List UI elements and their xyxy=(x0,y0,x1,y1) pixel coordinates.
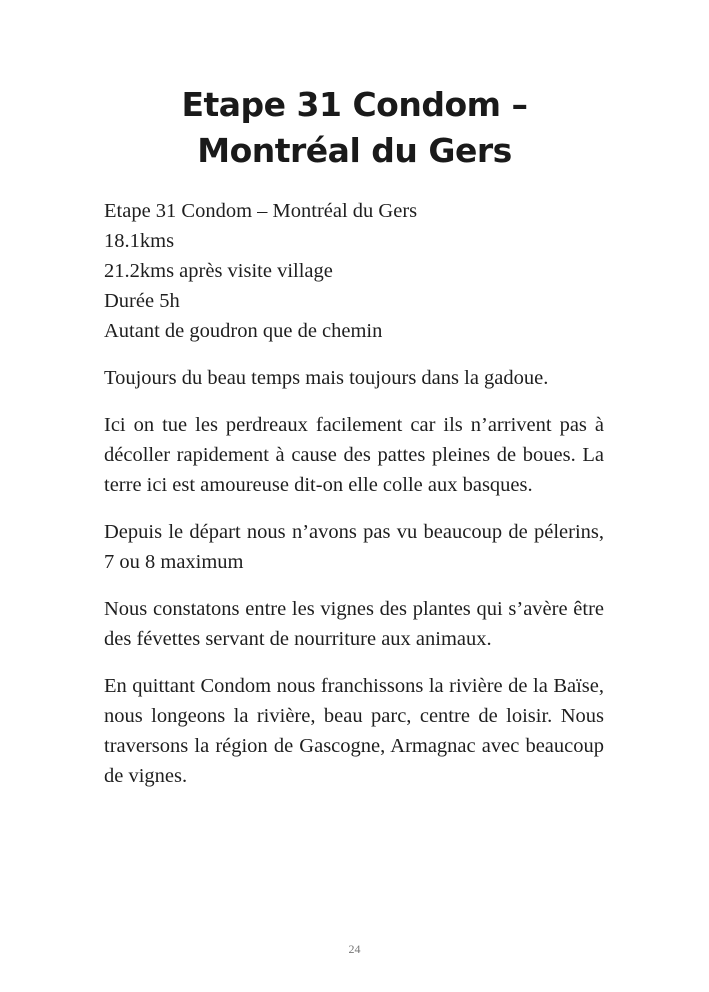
page-number: 24 xyxy=(348,942,361,956)
paragraph-route: En quittant Condom nous franchissons la rivière de la Baïse, nous longeons la rivière, beau parc, centre de loisir. Nous traversons la région de Gascogne, Armagnac avec beaucoup de vignes. xyxy=(104,675,604,787)
paragraph-partridges: Ici on tue les perdreaux facilement car ils n’arrivent pas à décoller rapidement à cause des pattes pleines de boues. La terre ici est amoureuse dit-on elle colle aux basques. xyxy=(104,414,604,496)
stage-distance-with-visit: 21.2kms après visite village xyxy=(104,260,333,282)
stage-info-block xyxy=(104,196,604,346)
page-title: Etape 31 Condom – Montréal du Gers xyxy=(181,85,528,170)
stage-distance: 18.1kms xyxy=(104,230,175,252)
document-body xyxy=(104,196,604,808)
paragraph-pilgrims: Depuis le départ nous n’avons pas vu beaucoup de pélerins, 7 ou 8 maximum xyxy=(104,521,604,573)
paragraph-plants: Nous constatons entre les vignes des plantes qui s’avère être des févettes servant de nourriture aux animaux. xyxy=(104,598,604,650)
stage-terrain: Autant de goudron que de chemin xyxy=(104,320,383,342)
paragraph-weather: Toujours du beau temps mais toujours dans la gadoue. xyxy=(104,367,549,389)
stage-subtitle: Etape 31 Condom – Montréal du Gers xyxy=(104,200,418,222)
stage-duration: Durée 5h xyxy=(104,290,180,312)
